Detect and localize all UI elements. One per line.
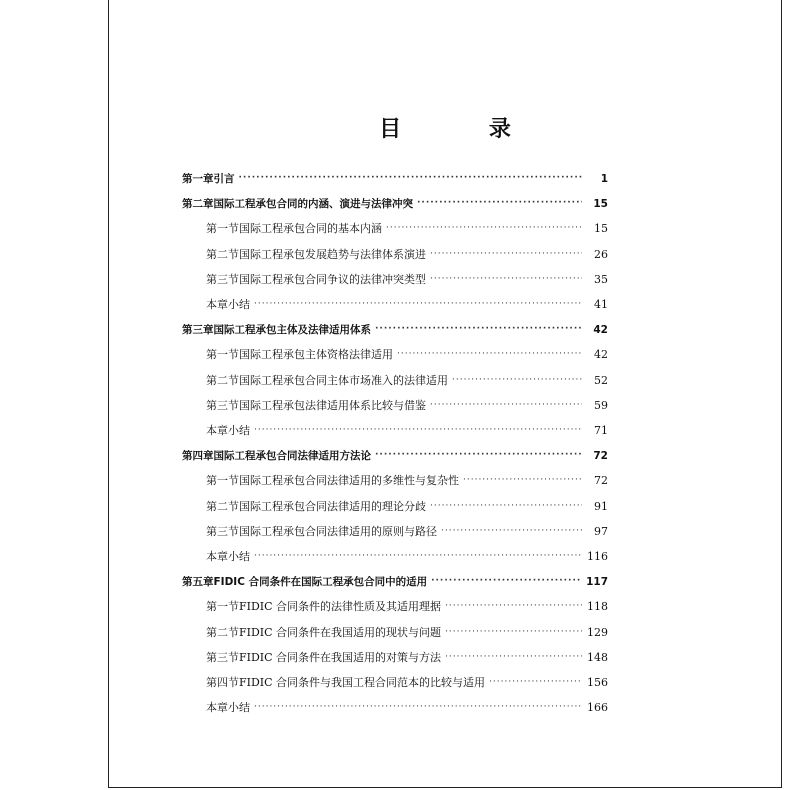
dot-leader <box>254 549 582 563</box>
toc-entry-page-number: 97 <box>594 524 608 538</box>
toc-chapter-entry <box>182 172 608 186</box>
toc-entry-page-number: 91 <box>594 499 608 513</box>
toc-entry-title: 本章小结 <box>206 550 250 563</box>
toc-entry-number: 第三节 <box>206 272 239 286</box>
toc-section-entry <box>206 600 608 614</box>
page-title: 目 录 <box>379 117 551 142</box>
toc-entry-title: 国际工程承包合同的基本内涵 <box>239 222 382 236</box>
dot-leader <box>375 448 582 462</box>
toc-summary-entry <box>206 424 608 438</box>
toc-entry-number: 第二节 <box>206 499 239 513</box>
dot-leader <box>254 297 582 311</box>
toc-entry-page-number: 1 <box>600 173 608 185</box>
dot-leader <box>463 473 582 487</box>
toc-entry-title: 本章小结 <box>206 701 250 715</box>
dot-leader <box>397 347 582 361</box>
dot-leader <box>254 423 582 437</box>
dot-leader <box>441 524 582 538</box>
toc-section-entry <box>206 348 608 362</box>
toc-chapter-entry <box>182 323 608 337</box>
dot-leader <box>430 499 582 513</box>
toc-entry-title: 国际工程承包合同法律适用的原则与路径 <box>239 524 437 538</box>
dot-leader <box>445 650 582 664</box>
toc-section-entry <box>206 399 608 413</box>
dot-leader <box>445 625 582 639</box>
dot-leader <box>489 675 582 689</box>
toc-section-entry <box>206 651 608 665</box>
toc-section-entry <box>206 273 608 287</box>
toc-section-entry <box>206 474 608 488</box>
toc-entry-title: 国际工程承包合同法律适用方法论 <box>213 450 371 463</box>
toc-entry-title: 国际工程承包合同法律适用的多维性与复杂性 <box>239 474 459 488</box>
toc-entry-number: 第一节 <box>206 222 239 236</box>
toc-entry-number: 第一节 <box>206 600 239 614</box>
dot-leader <box>375 322 582 336</box>
toc-section-entry <box>206 248 608 262</box>
toc-entry-page-number: 35 <box>594 272 608 286</box>
toc-entry-page-number: 156 <box>587 676 608 689</box>
toc-entry-page-number: 166 <box>587 701 608 715</box>
toc-entry-number: 第二节 <box>206 625 239 639</box>
toc-entry-page-number: 26 <box>594 247 608 261</box>
toc-entry-title: FIDIC 合同条件在我国适用的对策与方法 <box>239 650 442 664</box>
toc-section-entry <box>206 222 608 236</box>
toc-entry-page-number: 118 <box>587 600 608 614</box>
toc-entry-number: 第一节 <box>206 474 239 488</box>
dot-leader <box>445 599 582 613</box>
toc-entry-number: 第一节 <box>206 348 239 362</box>
dot-leader <box>239 171 583 185</box>
toc-entry-number: 第二节 <box>206 373 239 387</box>
toc-entry-title: FIDIC 合同条件与我国工程合同范本的比较与适用 <box>239 676 486 689</box>
toc-entry-page-number: 42 <box>594 348 608 362</box>
toc-entry-page-number: 15 <box>594 222 608 236</box>
toc-entry-page-number: 59 <box>594 398 608 412</box>
toc-section-entry <box>206 626 608 640</box>
dot-leader <box>430 398 582 412</box>
toc-entry-number: 第二节 <box>206 247 239 261</box>
toc-entry-page-number: 15 <box>593 198 608 211</box>
toc-entry-number: 第三节 <box>206 398 239 412</box>
toc-summary-entry <box>206 298 608 312</box>
toc-entry-title: 国际工程承包合同主体市场准入的法律适用 <box>239 373 448 387</box>
dot-leader <box>417 196 582 210</box>
toc-entry-number: 第四章 <box>182 450 214 463</box>
toc-entry-page-number: 117 <box>586 576 608 589</box>
toc-entry-number: 第一章 <box>182 173 214 185</box>
toc-entry-title: 国际工程承包合同的内涵、演进与法律冲突 <box>213 198 413 211</box>
toc-entry-page-number: 129 <box>587 625 608 639</box>
toc-entry-number: 第五章 <box>182 576 214 589</box>
toc-chapter-entry <box>182 575 608 589</box>
dot-leader <box>430 247 582 261</box>
toc-entry-number: 第三章 <box>182 324 214 337</box>
toc-chapter-entry <box>182 197 608 211</box>
toc-entry-page-number: 148 <box>587 650 608 664</box>
toc-entry-title: 引言 <box>213 173 235 185</box>
dot-leader <box>452 373 582 387</box>
toc-entry-title: 国际工程承包发展趋势与法律体系演进 <box>239 247 426 261</box>
toc-entry-title: 国际工程承包合同争议的法律冲突类型 <box>239 272 426 286</box>
dot-leader <box>386 221 582 235</box>
toc-entry-page-number: 72 <box>593 450 608 463</box>
dot-leader <box>430 272 582 286</box>
toc-summary-entry <box>206 550 608 564</box>
toc-entry-page-number: 52 <box>594 373 608 387</box>
toc-section-entry <box>206 676 608 690</box>
toc-entry-title: FIDIC 合同条件的法律性质及其适用理据 <box>239 600 442 614</box>
toc-entry-page-number: 116 <box>587 550 608 563</box>
toc-section-entry <box>206 525 608 539</box>
toc-entry-title: FIDIC 合同条件在我国适用的现状与问题 <box>239 625 442 639</box>
toc-entry-title: 国际工程承包法律适用体系比较与借鉴 <box>239 398 426 412</box>
toc-entry-title: 本章小结 <box>206 298 250 311</box>
toc-summary-entry <box>206 701 608 715</box>
toc-chapter-entry <box>182 449 608 463</box>
toc-entry-title: 国际工程承包合同法律适用的理论分歧 <box>239 499 426 513</box>
dot-leader <box>254 700 582 714</box>
toc-entry-page-number: 41 <box>594 298 608 311</box>
toc-entry-page-number: 71 <box>594 424 608 437</box>
toc-entry-page-number: 42 <box>593 324 608 337</box>
toc-entry-number: 第三节 <box>206 524 239 538</box>
toc-entry-number: 第三节 <box>206 650 239 664</box>
table-of-contents <box>109 0 781 787</box>
toc-entry-title: 本章小结 <box>206 424 250 437</box>
toc-entry-title: FIDIC 合同条件在国际工程承包合同中的适用 <box>213 576 428 589</box>
toc-entry-title: 国际工程承包主体资格法律适用 <box>239 348 393 362</box>
toc-entry-page-number: 72 <box>594 474 608 488</box>
book-page <box>108 0 782 788</box>
toc-section-entry <box>206 500 608 514</box>
toc-entry-title: 国际工程承包主体及法律适用体系 <box>213 324 371 337</box>
toc-entry-number: 第二章 <box>182 198 214 211</box>
toc-section-entry <box>206 374 608 388</box>
dot-leader <box>431 574 582 588</box>
toc-entry-number: 第四节 <box>206 676 239 689</box>
